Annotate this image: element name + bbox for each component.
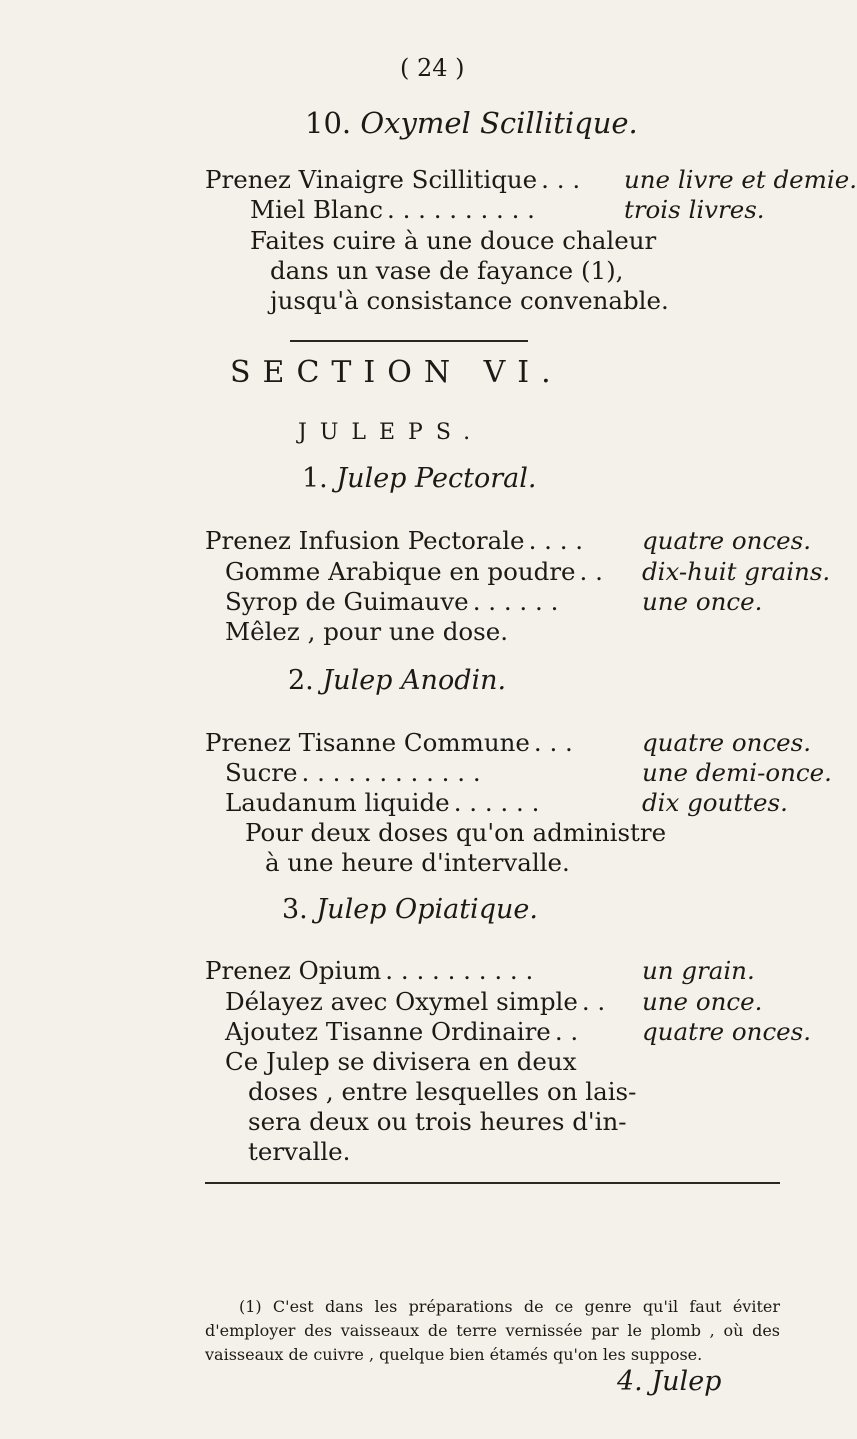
ingredient-row [205, 165, 857, 194]
instruction-line: jusqu'à consistance convenable. [270, 286, 669, 315]
instruction-line: sera deux ou trois heures d'in- [248, 1107, 627, 1136]
footnote: (1) C'est dans les préparations de ce genre qu'il faut éviter d'employer des vaisseaux de terre vernissée par le plomb , où des vaisseaux de cuivre , quelque bien étamés qu'on les suppose. [205, 1297, 780, 1364]
ingredient-row [205, 728, 812, 757]
ingredient-label: Gomme Arabique en poudre [225, 557, 576, 586]
ingredient-label: Ajoutez Tisanne Ordinaire [225, 1017, 551, 1046]
recipe-title-2 [288, 665, 506, 696]
leader-dots: . . . . . . [472, 587, 559, 616]
recipe-name: Julep Opiatique. [316, 894, 538, 925]
instruction-line: dans un vase de fayance (1), [270, 256, 624, 285]
ingredient-quantity: une livre et demie. [624, 165, 857, 194]
ingredient-row [225, 788, 788, 817]
ingredient-row [225, 557, 831, 586]
ingredient-quantity: trois livres. [624, 195, 765, 224]
ingredient-row [205, 526, 812, 555]
ingredient-quantity: quatre onces. [642, 1017, 812, 1046]
ingredient-label: Prenez Vinaigre Scillitique [205, 165, 538, 194]
recipe-title-1 [302, 463, 536, 494]
ingredient-row [225, 987, 763, 1016]
recipe-number: 1. [302, 463, 328, 494]
recipe-name: Oxymel Scillitique. [360, 106, 638, 140]
ingredient-label: Syrop de Guimauve [225, 587, 469, 616]
ingredient-label: Prenez Infusion Pectorale [205, 526, 525, 555]
leader-dots: . . . . . . . . . . [387, 195, 535, 224]
recipe-number: 2. [288, 665, 314, 696]
recipe-name: Julep Anodin. [322, 665, 507, 696]
ingredient-label: Laudanum liquide [225, 788, 450, 817]
leader-dots: . . . . . . [453, 788, 540, 817]
ingredient-quantity: une once. [642, 987, 763, 1016]
recipe-number: 10. [305, 106, 352, 140]
chapter-heading: JULEPS. [298, 420, 484, 445]
recipe-number: 3. [282, 894, 308, 925]
page-number: ( 24 ) [400, 54, 465, 82]
ingredient-label: Délayez avec Oxymel simple [225, 987, 578, 1016]
instruction-line: Pour deux doses qu'on administre [245, 818, 667, 847]
ingredient-row [225, 1017, 812, 1046]
footnote-rule [205, 1182, 780, 1184]
section-heading: SECTION VI. [230, 355, 563, 390]
leader-dots: . . . . . . . . . . . . [301, 758, 481, 787]
leader-dots: . . . . [528, 526, 584, 555]
ingredient-row [250, 195, 765, 224]
instruction-line: Mêlez , pour une dose. [225, 617, 509, 646]
leader-dots: . . [581, 987, 606, 1016]
recipe-title-10 [305, 106, 638, 140]
leader-dots: . . . [533, 728, 573, 757]
ingredient-row [225, 758, 832, 787]
instruction-line: doses , entre lesquelles on lais- [248, 1077, 637, 1106]
ingredient-label: Prenez Tisanne Commune [205, 728, 530, 757]
ingredient-row [225, 587, 763, 616]
instruction-line: à une heure d'intervalle. [265, 848, 570, 877]
ingredient-quantity: quatre onces. [642, 526, 812, 555]
instruction-line: Faites cuire à une douce chaleur [250, 226, 657, 255]
ingredient-row [205, 956, 755, 985]
ingredient-label: Miel Blanc [250, 195, 383, 224]
divider-rule [290, 340, 528, 342]
instruction-line: tervalle. [248, 1137, 351, 1166]
ingredient-quantity: dix gouttes. [642, 788, 788, 817]
ingredient-quantity: un grain. [642, 956, 755, 985]
leader-dots: . . . . . . . . . . [385, 956, 534, 985]
ingredient-quantity: dix-huit grains. [642, 557, 831, 586]
leader-dots: . . [554, 1017, 579, 1046]
recipe-title-3 [282, 894, 538, 925]
ingredient-quantity: quatre onces. [642, 728, 812, 757]
instruction-line: Ce Julep se divisera en deux [225, 1047, 577, 1076]
leader-dots: . . . [541, 165, 581, 194]
recipe-name: Julep Pectoral. [336, 463, 537, 494]
ingredient-quantity: une once. [642, 587, 763, 616]
ingredient-label: Sucre [225, 758, 298, 787]
leader-dots: . . [579, 557, 603, 586]
ingredient-quantity: une demi-once. [642, 758, 832, 787]
ingredient-label: Prenez Opium [205, 956, 382, 985]
catchword: 4. Julep [617, 1366, 722, 1397]
